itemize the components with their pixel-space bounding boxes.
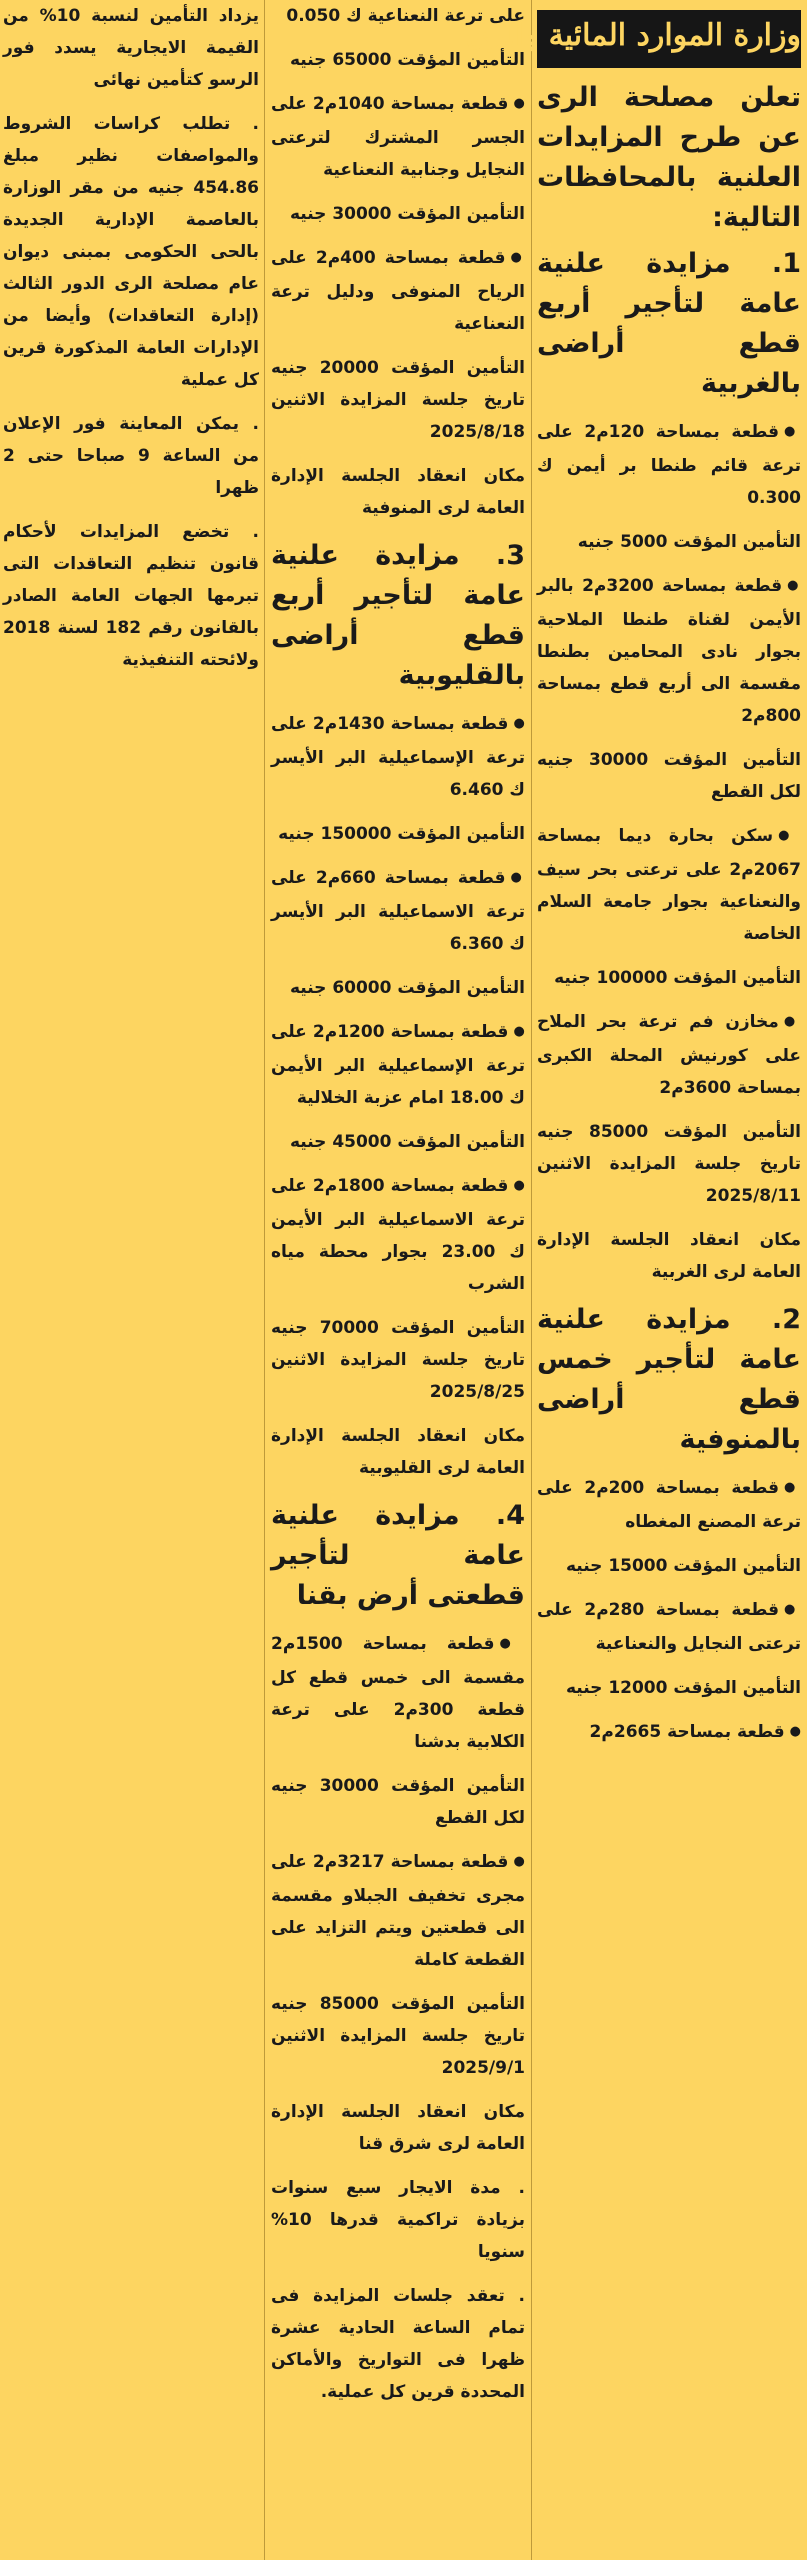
- paragraph: التأمين المؤقت 60000 جنيه: [289, 978, 525, 998]
- paragraph: التأمين المؤقت 30000 جنيه لكل القطع: [537, 750, 802, 802]
- list-item: ● قطعة بمساحة 1430م2 على ترعة الإسماعيلية البر الأيسر ك 6.460: [271, 708, 525, 806]
- list-item: ● قطعة بمساحة 2665م2: [537, 1716, 801, 1750]
- column-left: [3, 0, 259, 2560]
- list-item: ● قطعة بمساحة 120م2 على ترعة قائم طنطا بر أيمن ك 0.300: [537, 416, 801, 514]
- paragraph: التأمين المؤقت 12000 جنيه: [565, 1678, 801, 1698]
- paragraph: . مدة الايجار سبع سنوات بزيادة تراكمية قدرها 10% سنويا: [271, 2178, 525, 2262]
- list-item: ● قطعة بمساحة 1800م2 على ترعة الاسماعيلية البر الأيمن ك 23.00 بجوار محطة مياه الشرب: [271, 1170, 525, 1300]
- section-title: 4. مزايدة علنية عامة لتأجير قطعتى أرض بقنا: [271, 1500, 525, 1611]
- paragraph: مكان انعقاد الجلسة الإدارة العامة لرى الغربية: [537, 1230, 801, 1282]
- column-left-content: [3, 0, 259, 676]
- paragraph: . تخضع المزايدات لأحكام قانون تنظيم التعاقدات التى تبرمها الجهات العامة الصادر بالقانون رقم 182 لسنة 2018 ولائحته التنفيذية: [3, 522, 259, 670]
- paragraph: التأمين المؤقت 65000 جنيه: [289, 50, 525, 70]
- paragraph: التأمين المؤقت 100000 جنيه: [554, 968, 801, 988]
- paragraph: مكان انعقاد الجلسة الإدارة العامة لرى شرق قنا: [271, 2102, 525, 2154]
- list-item: ● مخازن فم ترعة بحر الملاح على كورنيش المحلة الكبرى بمساحة 3600م2: [537, 1006, 801, 1104]
- paragraph: . يمكن المعاينة فور الإعلان من الساعة 9 صباحا حتى 2 ظهرا: [3, 414, 259, 498]
- paragraph: مكان انعقاد الجلسة الإدارة العامة لرى المنوفية: [271, 466, 525, 518]
- column-divider: [264, 0, 265, 2560]
- list-item: ● قطعة بمساحة 3217م2 على مجرى تخفيف الجبلاو مقسمة الى قطعتين ويتم التزايد على القطعة كاملة: [271, 1846, 525, 1976]
- announcement-intro: تعلن مصلحة الرى عن طرح المزايدات العلنية بالمحافظات التالية:: [537, 82, 801, 233]
- ministry-banner: وزارة الموارد المائية والرى: [537, 10, 801, 68]
- paragraph: التأمين المؤقت 70000 جنيه تاريخ جلسة المزايدة الاثنين 2025/8/25: [271, 1318, 526, 1402]
- column-middle-content: [271, 0, 525, 2408]
- list-item: ● سكن بحارة ديما بمساحة 2067م2 على ترعتى بحر سيف والنعناعية بجوار جامعة السلام الخاصة: [537, 820, 801, 950]
- list-item: ● قطعة بمساحة 3200م2 بالبر الأيمن لقناة طنطا الملاحية بجوار نادى المحامين بطنطا مقسمة الى أربع قطع بمساحة 800م2: [537, 570, 801, 732]
- list-item: ● قطعة بمساحة 1500م2 مقسمة الى خمس قطع كل قطعة 300م2 على ترعة الكلابية بدشنا: [271, 1628, 525, 1758]
- list-item: ● قطعة بمساحة 200م2 على ترعة المصنع المغطاه: [537, 1472, 801, 1538]
- list-item: ● قطعة بمساحة 1200م2 على ترعة الإسماعيلية البر الأيمن ك 18.00 امام عزبة الخلالية: [271, 1016, 525, 1114]
- section-title: 3. مزايدة علنية عامة لتأجير أربع قطع أراضى بالقليوبية: [271, 540, 525, 691]
- paragraph: التأمين المؤقت 85000 جنيه تاريخ جلسة المزايدة الاثنين 2025/8/11: [537, 1122, 802, 1206]
- column-divider: [531, 0, 532, 2560]
- section-title: 1. مزايدة علنية عامة لتأجير أربع قطع أراضى بالغربية: [537, 248, 801, 399]
- list-item: ● قطعة بمساحة 280م2 على ترعتى النجايل والنعناعية: [537, 1594, 801, 1660]
- paragraph: . تطلب كراسات الشروط والمواصفات نظير مبلغ 454.86 جنيه من مقر الوزارة بالعاصمة الإدارية الجديدة بالحى الحكومى بمبنى ديوان عام مصلحة الرى الدور الثالث (إدارة التعاقدات) وأيضا من الإدارات العامة المذكورة قرين كل عملية: [3, 114, 259, 390]
- column-right-content: [537, 244, 801, 1750]
- paragraph: التأمين المؤقت 20000 جنيه تاريخ جلسة المزايدة الاثنين 2025/8/18: [271, 358, 526, 442]
- paragraph: التأمين المؤقت 30000 جنيه لكل القطع: [271, 1776, 526, 1828]
- paragraph: التأمين المؤقت 150000 جنيه: [278, 824, 525, 844]
- column-middle: [271, 0, 525, 2560]
- section-title: 2. مزايدة علنية عامة لتأجير خمس قطع أراضى بالمنوفية: [537, 1304, 801, 1455]
- paragraph: التأمين المؤقت 45000 جنيه: [289, 1132, 525, 1152]
- paragraph: . تعقد جلسات المزايدة فى تمام الساعة الحادية عشرة ظهرا فى التواريخ والأماكن المحددة قرين كل عملية.: [271, 2286, 525, 2402]
- paragraph: يزداد التأمين لنسبة 10% من القيمة الايجارية يسدد فور الرسو كتأمين نهائى: [3, 6, 259, 90]
- paragraph: التأمين المؤقت 30000 جنيه: [289, 204, 525, 224]
- paragraph: مكان انعقاد الجلسة الإدارة العامة لرى القليوبية: [271, 1426, 525, 1478]
- list-item: ● قطعة بمساحة 1040م2 على الجسر المشترك لترعتى النجايل وجنابية النعناعية: [271, 88, 525, 186]
- list-item: ● قطعة بمساحة 660م2 على ترعة الاسماعيلية البر الأيسر ك 6.360: [271, 862, 525, 960]
- paragraph: على ترعة النعناعية ك 0.050: [286, 6, 525, 26]
- paragraph: التأمين المؤقت 15000 جنيه: [565, 1556, 801, 1576]
- column-right: [466, 0, 802, 2560]
- paragraph: التأمين المؤقت 85000 جنيه تاريخ جلسة المزايدة الاثنين 2025/9/1: [271, 1994, 526, 2078]
- list-item: ● قطعة بمساحة 400م2 على الرياح المنوفى ودليل ترعة النعناعية: [271, 242, 525, 340]
- paragraph: التأمين المؤقت 5000 جنيه: [577, 532, 801, 552]
